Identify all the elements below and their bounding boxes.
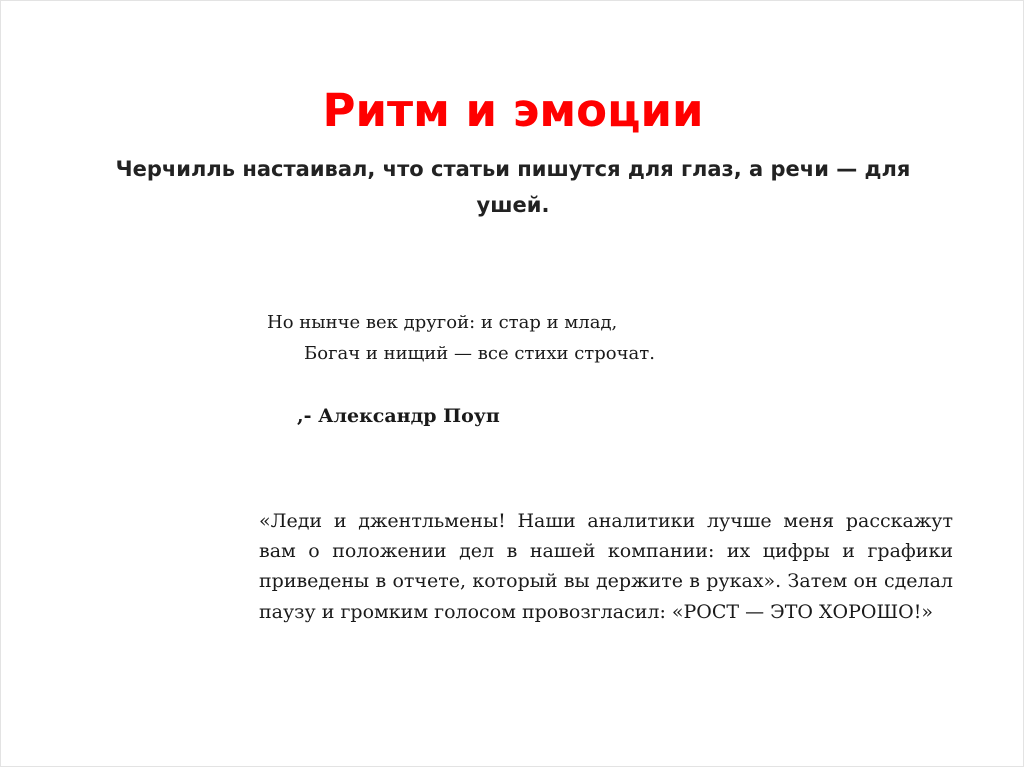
verse-attribution: ,- Александр Поуп xyxy=(297,405,500,427)
verse-line-1: Но нынче век другой: и стар и млад, xyxy=(267,312,618,333)
speech-quote: «Леди и джентльмены! Наши аналитики лучше меня расскажут вам о положении дел в нашей компании: их цифры и графики приведены в отчете, который вы держите в руках». Затем он сделал паузу и громким голосом провозгласил: «РОСТ — ЭТО ХОРОШО!» xyxy=(259,510,953,623)
slide-subtitle: Черчилль настаивал, что статьи пишутся для глаз, а речи — для ушей. xyxy=(115,157,911,217)
verse-line-2: Богач и нищий — все стихи строчат. xyxy=(304,343,655,364)
slide-title: Ритм и эмоции xyxy=(322,84,704,137)
